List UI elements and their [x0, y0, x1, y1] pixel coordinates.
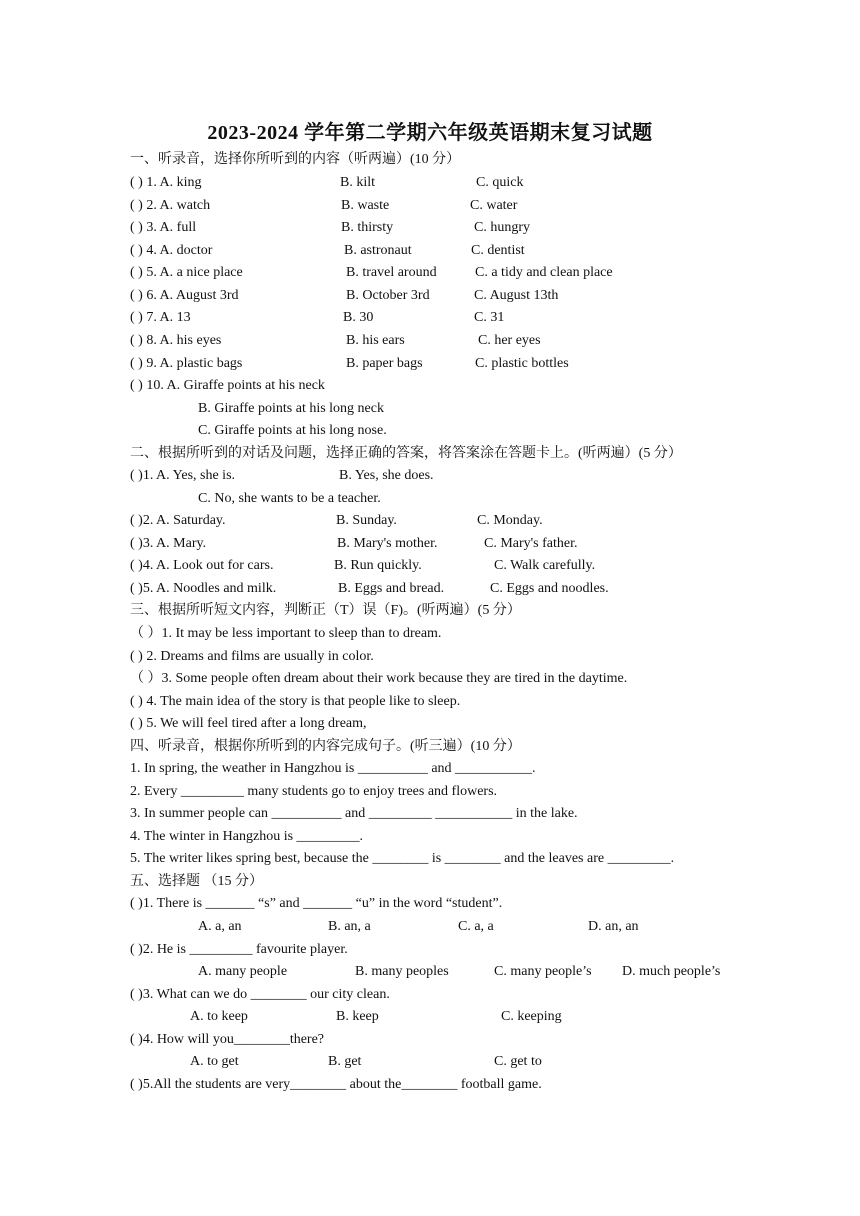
option-a: A. a, an: [198, 919, 242, 934]
option-b: B. his ears: [346, 333, 405, 348]
option-c: C. a, a: [458, 919, 494, 934]
option-b: B. kilt: [340, 175, 376, 190]
option-a: ( ) 10. A. Giraffe points at his neck: [130, 378, 325, 393]
option-d: D. much people’s: [622, 964, 721, 979]
part3-item-2: ( ) 2. Dreams and films are usually in color.: [130, 649, 374, 664]
question-stem: ( )4. How will you________there?: [130, 1032, 325, 1047]
option-c: C. get to: [494, 1054, 542, 1069]
option-b: B. Eggs and bread.: [338, 581, 445, 596]
option-a: ( )5. A. Noodles and milk.: [130, 581, 277, 596]
part5-heading: 五、选择题 （15 分）: [130, 874, 263, 889]
option-a: ( ) 6. A. August 3rd: [130, 288, 239, 303]
part4-heading: 四、听录音，根据你所听到的内容完成句子。(听三遍）(10 分）: [130, 739, 521, 754]
option-c: C. water: [470, 198, 518, 213]
option-b: B. astronaut: [344, 243, 412, 258]
option-a: ( ) 7. A. 13: [130, 310, 191, 325]
option-c: C. Mary's father.: [484, 536, 578, 551]
option-b: B. thirsty: [341, 220, 394, 235]
question-stem: ( )2. He is _________ favourite player.: [130, 942, 348, 957]
option-b: B. an, a: [328, 919, 371, 934]
option-a: ( )2. A. Saturday.: [130, 513, 226, 528]
option-a: ( )4. A. Look out for cars.: [130, 558, 274, 573]
option-a: A. to get: [190, 1054, 239, 1069]
option-a: ( ) 1. A. king: [130, 175, 202, 190]
option-b: B. Mary's mother.: [337, 536, 438, 551]
option-c: C. plastic bottles: [475, 356, 569, 371]
part4-item-4: 4. The winter in Hangzhou is _________.: [130, 829, 364, 844]
part3-item-4: ( ) 4. The main idea of the story is that people like to sleep.: [130, 694, 461, 709]
option-a: ( ) 5. A. a nice place: [130, 265, 243, 280]
option-a: ( )1. A. Yes, she is.: [130, 468, 236, 483]
option-b: B. waste: [341, 198, 390, 213]
part1-heading: 一、听录音，选择你所听到的内容（听两遍）(10 分）: [130, 152, 461, 167]
option-a: ( )3. A. Mary.: [130, 536, 207, 551]
part3-item-5: ( ) 5. We will feel tired after a long dream,: [130, 716, 367, 731]
option-c: C. Walk carefully.: [494, 558, 596, 573]
option-a: ( ) 8. A. his eyes: [130, 333, 222, 348]
option-b: B. travel around: [346, 265, 437, 280]
option-c: C. Giraffe points at his long nose.: [198, 423, 387, 438]
option-b: B. many peoples: [355, 964, 449, 979]
option-c: C. a tidy and clean place: [475, 265, 613, 280]
question-stem: ( )3. What can we do ________ our city clean.: [130, 987, 390, 1002]
part3-item-3: （ ）3. Some people often dream about their work because they are tired in the daytime.: [130, 671, 628, 686]
part4-item-1: 1. In spring, the weather in Hangzhou is __________ and ___________.: [130, 761, 536, 776]
part3-item-1: （ ）1. It may be less important to sleep than to dream.: [130, 626, 442, 641]
option-a: ( ) 9. A. plastic bags: [130, 356, 243, 371]
option-c: C. August 13th: [474, 288, 559, 303]
option-b: B. October 3rd: [346, 288, 430, 303]
part3-heading: 三、根据所听短文内容，判断正（T）误（F)。(听两遍）(5 分）: [130, 603, 521, 618]
option-b: B. Run quickly.: [334, 558, 422, 573]
option-c: C. hungry: [474, 220, 530, 235]
option-b: B. Yes, she does.: [339, 468, 434, 483]
option-b: B. Sunday.: [336, 513, 397, 528]
part4-item-5: 5. The writer likes spring best, because the ________ is ________ and the leaves are _________.: [130, 851, 675, 866]
option-a: A. many people: [198, 964, 288, 979]
option-a: ( ) 2. A. watch: [130, 198, 211, 213]
option-d: D. an, an: [588, 919, 639, 934]
option-b: B. get: [328, 1054, 362, 1069]
option-c: C. No, she wants to be a teacher.: [198, 491, 381, 506]
option-c: C. 31: [474, 310, 505, 325]
part4-item-3: 3. In summer people can __________ and _________ ___________ in the lake.: [130, 806, 578, 821]
option-a: A. to keep: [190, 1009, 248, 1024]
option-c: C. her eyes: [478, 333, 541, 348]
part4-item-2: 2. Every _________ many students go to enjoy trees and flowers.: [130, 784, 498, 799]
question-stem: ( )5.All the students are very________ about the________ football game.: [130, 1077, 542, 1092]
part2-heading: 二、根据所听到的对话及问题，选择正确的答案，将答案涂在答题卡上。(听两遍）(5 分）: [130, 446, 682, 461]
option-b: B. keep: [336, 1009, 379, 1024]
option-c: C. Eggs and noodles.: [490, 581, 609, 596]
option-b: B. 30: [343, 310, 374, 325]
option-b: B. paper bags: [346, 356, 423, 371]
page-title: 2023-2024 学年第二学期六年级英语期末复习试题: [207, 122, 653, 144]
option-c: C. many people’s: [494, 964, 592, 979]
question-stem: ( )1. There is _______ “s” and _______ “u” in the word “student”.: [130, 896, 503, 911]
option-b: B. Giraffe points at his long neck: [198, 401, 384, 416]
option-a: ( ) 4. A. doctor: [130, 243, 213, 258]
option-c: C. keeping: [501, 1009, 562, 1024]
option-c: C. quick: [476, 175, 524, 190]
option-c: C. dentist: [471, 243, 525, 258]
option-c: C. Monday.: [477, 513, 543, 528]
option-a: ( ) 3. A. full: [130, 220, 197, 235]
